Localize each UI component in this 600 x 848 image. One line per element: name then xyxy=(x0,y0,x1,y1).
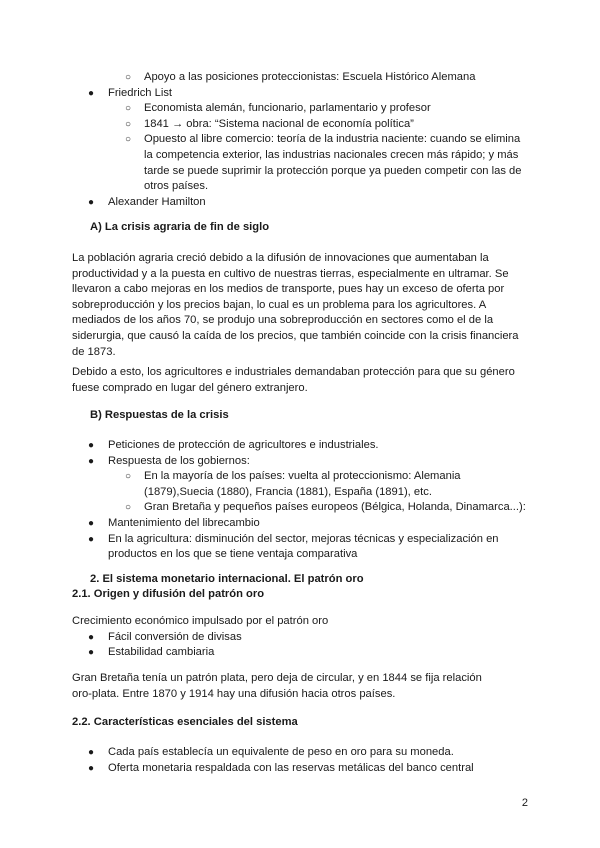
subsection-2-1-content xyxy=(72,614,532,661)
bullet-icon: ● xyxy=(88,196,95,208)
text-line: mediados de los años 70, se produjo una sobreproducción en sectores como el de la xyxy=(72,314,494,327)
section-a-paragraph-2 xyxy=(72,365,532,396)
subsection-2-2-heading: 2.2. Características esenciales del sistema xyxy=(72,716,298,728)
bullet-icon: ● xyxy=(88,533,95,545)
list-item: ● Fácil conversión de divisas xyxy=(72,630,532,646)
list-item xyxy=(72,469,532,500)
text-line: Crecimiento económico impulsado por el patrón oro xyxy=(72,615,329,627)
text-line: sobreproducción y los precios bajan, lo cual es un problema para los agricultores. A xyxy=(72,298,487,311)
top-list xyxy=(72,70,532,210)
list-item: ● Peticiones de protección de agricultores e industriales. xyxy=(72,438,532,454)
bullet-icon: ● xyxy=(88,631,95,643)
hollow-bullet-icon: ○ xyxy=(125,72,132,83)
text-line: (1879),Suecia (1880), Francia (1881), España (1891), etc. xyxy=(144,485,432,498)
text-line: oro-plata. Entre 1870 y 1914 hay una difusión hacia otros países. xyxy=(72,687,396,700)
subsection-2-2-list xyxy=(72,745,532,776)
list-item: ● Oferta monetaria respaldada con las reservas metálicas del banco central xyxy=(72,761,532,777)
text-line: La población agraria creció debido a la difusión de innovaciones que aumentaban la xyxy=(72,252,489,264)
page-number: 2 xyxy=(521,797,528,809)
text-line: fuese comprado en lugar del género extranjero. xyxy=(72,381,308,394)
list-item xyxy=(72,532,532,563)
list-item: ● Cada país establecía un equivalente de peso en oro para su moneda. xyxy=(72,745,532,761)
bullet-icon: ● xyxy=(88,455,95,467)
bullet-icon: ● xyxy=(88,647,95,659)
bullet-icon: ● xyxy=(88,87,95,99)
text-line: productos en los que se tiene ventaja comparativa xyxy=(108,548,358,561)
text-line: de 1873. xyxy=(72,345,116,358)
list-item: ○ Gran Bretaña y pequeños países europeos (Bélgica, Holanda, Dinamarca...): xyxy=(72,500,532,516)
hollow-bullet-icon: ○ xyxy=(125,134,132,146)
section-b-list xyxy=(72,438,532,563)
list-item xyxy=(72,132,532,194)
list-item: ● Mantenimiento del librecambio xyxy=(72,516,532,532)
section-a-paragraph-1 xyxy=(72,251,532,360)
section-b-heading: B) Respuestas de la crisis xyxy=(90,409,229,421)
hollow-bullet-icon: ○ xyxy=(125,118,132,130)
text-line: siderurgia, que causó la caída de los precios, que también coincide con la crisis financiera xyxy=(72,329,519,342)
list-item: ● Respuesta de los gobiernos: xyxy=(72,454,532,470)
section-a-heading: A) La crisis agraria de fin de siglo xyxy=(90,221,270,233)
list-item: ○ Economista alemán, funcionario, parlamentario y profesor xyxy=(72,101,532,117)
list-item: ● Estabilidad cambiaria xyxy=(72,645,532,661)
text-line: En la agricultura: disminución del sector, mejoras técnicas y especialización en xyxy=(108,532,499,545)
subsection-2-1-heading: 2.1. Origen y difusión del patrón oro xyxy=(72,588,265,600)
list-item: ○ Apoyo a las posiciones proteccionistas: Escuela Histórico Alemana xyxy=(72,70,532,86)
section-2-heading: 2. El sistema monetario internacional. El patrón oro xyxy=(90,573,364,585)
bullet-icon: ● xyxy=(88,762,95,774)
text-line: otros países. xyxy=(144,180,209,193)
hollow-bullet-icon: ○ xyxy=(125,502,132,514)
text-line: la competencia exterior, las industrias nacionales crecen más rápido; y más xyxy=(144,148,519,161)
subsection-2-1-paragraph xyxy=(72,671,532,702)
list-item: ○ 1841 → obra: “Sistema nacional de economía política” xyxy=(72,117,532,133)
text-line: Debido a esto, los agricultores e industriales demandaban protección para que su género xyxy=(72,366,515,378)
bullet-icon: ● xyxy=(88,440,95,451)
list-item: ● Friedrich List xyxy=(72,86,532,102)
text-line: Opuesto al libre comercio: teoría de la industria naciente: cuando se elimina xyxy=(144,133,521,146)
bullet-icon: ● xyxy=(88,747,95,758)
text-line: Gran Bretaña tenía un patrón plata, pero deja de circular, y en 1844 se fija relación xyxy=(72,672,482,684)
text-line: tarde se puede suprimir la protección porque ya pueden competir con las de xyxy=(144,164,522,177)
text-line: En la mayoría de los países: vuelta al proteccionismo: Alemania xyxy=(144,470,461,483)
bullet-icon: ● xyxy=(88,517,95,529)
text-line: llevaron a cabo mejoras en los medios de transporte, pues hay un exceso de oferta por xyxy=(72,283,505,296)
hollow-bullet-icon: ○ xyxy=(125,471,132,483)
text-line: productividad y a la puesta en cultivo de nuestras tierras, especialmente en ultramar. Se xyxy=(72,267,509,280)
list-item: ● Alexander Hamilton xyxy=(72,195,532,211)
hollow-bullet-icon: ○ xyxy=(125,103,132,115)
